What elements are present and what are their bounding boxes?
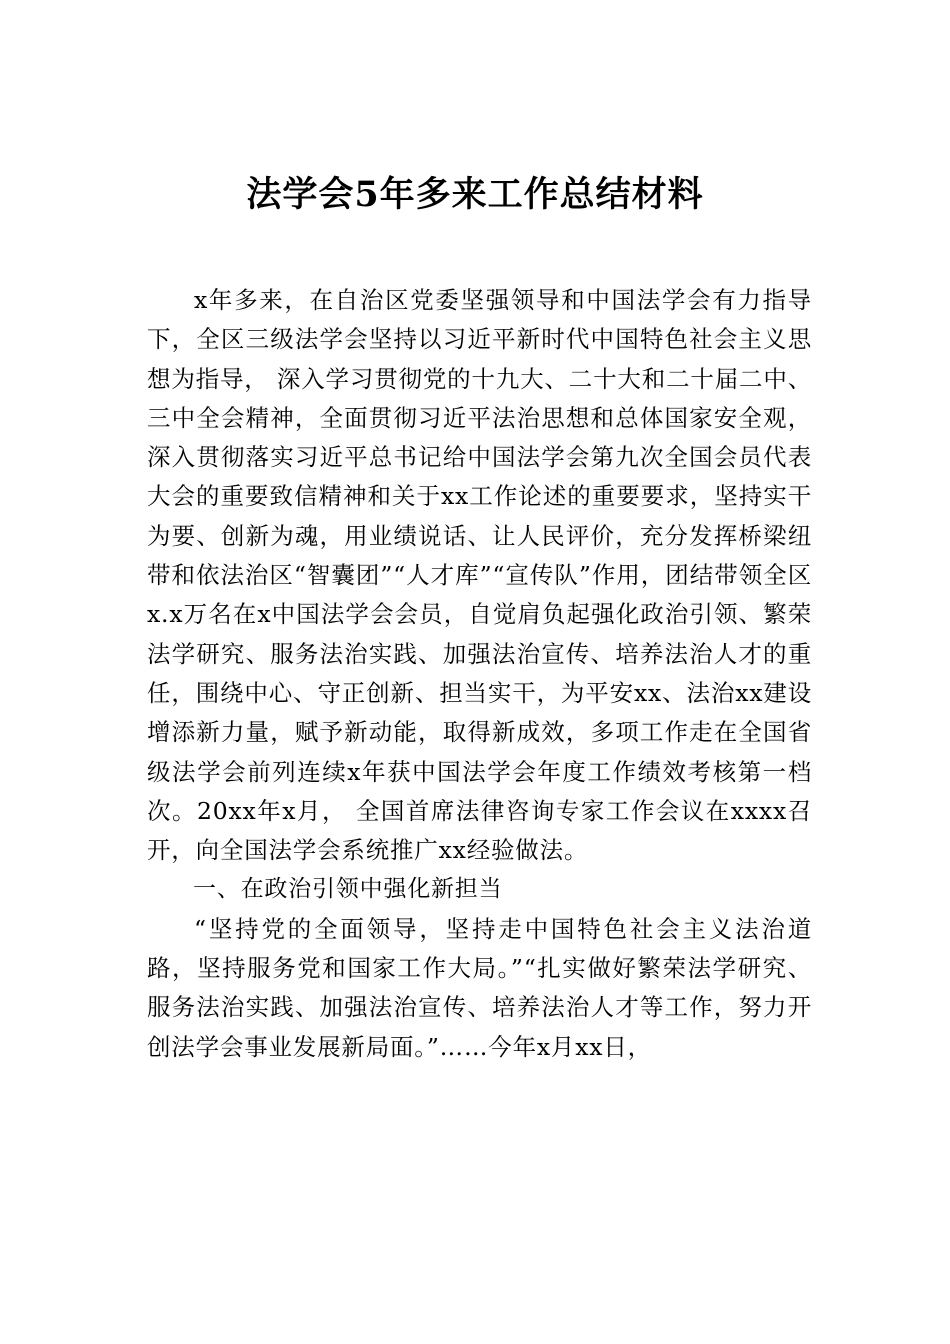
paragraph-intro: x年多来，在自治区党委坚强领导和中国法学会有力指导下，全区三级法学会坚持以习近平新时代中国特色社会主义思想为指导， 深入学习贯彻党的十九大、二十大和二十届二中、三中全会精神，全面贯彻习近平法治思想和总体国家安全观，深入贯彻落实习近平总书记给中国法学会第九次全国会员代表大会的重要致信精神和关于xx工作论述的重要要求，坚持实干为要、创新为魂，用业绩说话、让人民评价，充分发挥桥梁纽带和依法治区“智囊团”“人才库”“宣传队”作用，团结带领全区x.x万名在x中国法学会会员，自觉肩负起强化政治引领、繁荣法学研究、服务法治实践、加强法治宣传、培养法治人才的重任，围绕中心、守正创新、担当实干，为平安xx、法治xx建设增添新力量，赋予新动能，取得新成效，多项工作走在全国省级法学会前列连续x年获中国法学会年度工作绩效考核第一档次。20xx年x月， 全国首席法律咨询专家工作会议在xxxx召开，向全国法学会系统推广xx经验做法。 bbox=[147, 286, 812, 865]
document-title: 法学会5年多来工作总结材料 bbox=[246, 174, 704, 215]
document-body bbox=[147, 281, 812, 1067]
paragraph-political-guidance: “坚持党的全面领导，坚持走中国特色社会主义法治道路，坚持服务党和国家工作大局。”“扎实做好繁荣法学研究、服务法治实践、加强法治宣传、培养法治人才等工作，努力开创法学会事业发展新局面。”……今年x月xx日， bbox=[147, 914, 812, 1061]
section-heading-political-guidance: 一、在政治引领中强化新担当 bbox=[193, 876, 503, 903]
